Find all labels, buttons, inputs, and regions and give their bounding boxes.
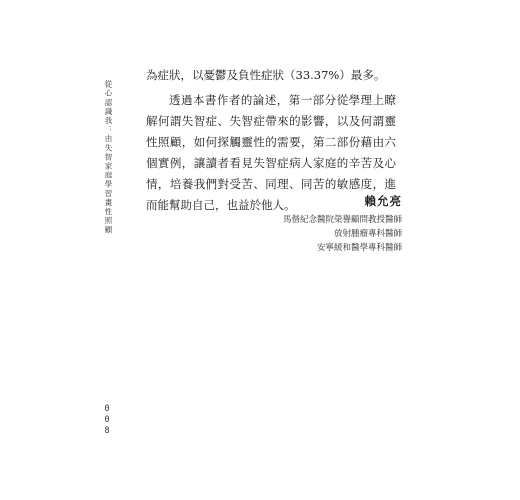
author-name: 賴允亮 xyxy=(364,194,402,208)
page-number: 008 xyxy=(102,404,112,437)
author-title-3: 安寧緩和醫學專科醫師 xyxy=(316,243,402,253)
author-title-1: 馬偕紀念醫院榮譽顧問教授醫師 xyxy=(282,215,402,225)
paragraph-1: 為症狀，以憂鬱及負性症狀（33.37%）最多。 xyxy=(146,68,386,82)
running-title: 從心認識我：由失智家庭學習畫性照顧 xyxy=(104,80,113,235)
paragraph-2: 透過本書作者的論述，第一部分從學理上瞭解何謂失智症、失智症帶來的影響，以及何謂靈性照顧，如何探觸靈性的需要，第二部份藉由六個實例，讓讀者看見失智症病人家庭的辛苦及心情，培養我們對受苦、同理、同苦的敏感度，進而能幫助自己，也益於他人。 xyxy=(146,93,396,212)
author-title-2: 放射腫瘤專科醫師 xyxy=(333,229,402,239)
signature-block xyxy=(283,193,402,255)
